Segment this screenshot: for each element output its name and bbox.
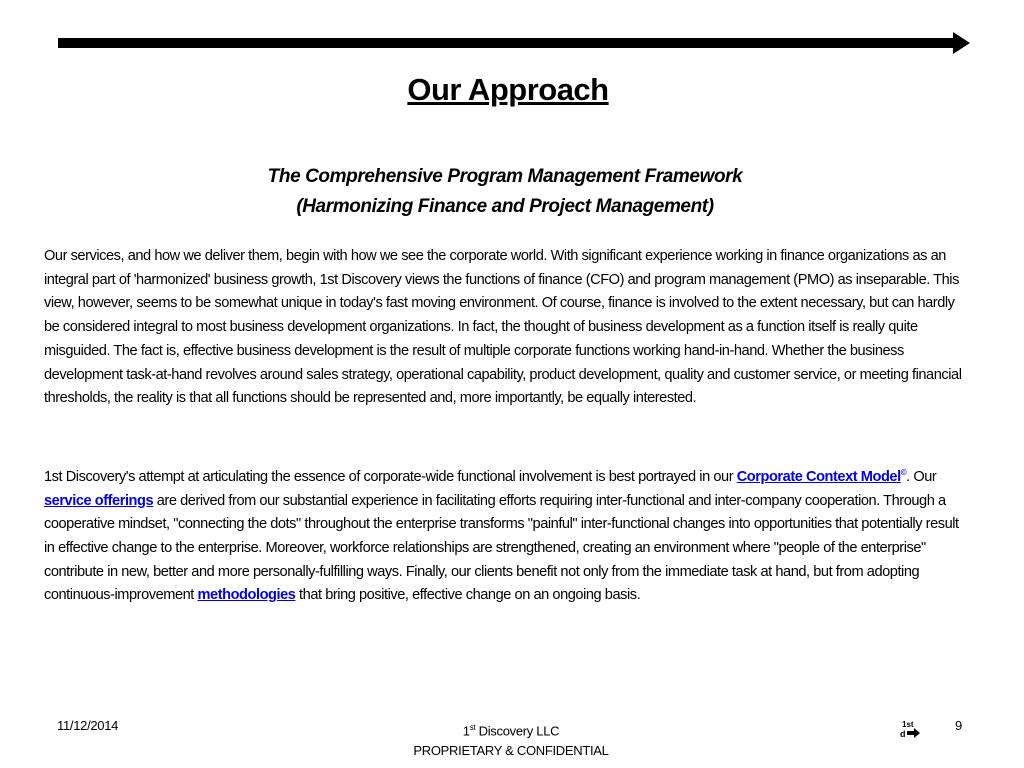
arrow-logo-icon — [899, 718, 921, 740]
corporate-context-model-link[interactable]: Corporate Context Model — [736, 468, 901, 485]
para2-text-a: 1st Discovery's attempt at articulating the essence of corporate-wide functional involvement is best portrayed in our — [44, 468, 737, 485]
body-paragraph-1: Our services, and how we deliver them, begin with how we see the corporate world. With significant experience working in finance organizations as an integral part of 'harmonized' business growth, 1st Discovery views the functions of finance (CFO) and program management (PMO) as inseparable. This view, however, seems to be somewhat unique in today's fast moving environment. Of course, finance is involved to the extent necessary, but can hardly be considered integral to most business development organizations. In fact, the thought of business development as a function itself is really quite misguided. The fact is, effective business development is the result of multiple corporate functions working hand-in-hand. Whether the business development task-at-hand revolves around sales strategy, operational capability, product development, quality and customer service, or meeting financial thresholds, the reality is that all functions should be represented and, more importantly, be equally interested. — [44, 248, 962, 407]
footer-confidential: PROPRIETARY & CONFIDENTIAL — [413, 743, 609, 759]
footer-center — [0, 718, 1022, 761]
company-num: 1 — [462, 723, 470, 739]
top-arrow-icon — [58, 30, 970, 56]
body-paragraph-2 — [44, 461, 964, 608]
company-sup: st — [469, 723, 476, 732]
slide-title: Our Approach — [407, 72, 609, 107]
footer-company — [0, 718, 1022, 741]
para2-text-d: that bring positive, effective change on an ongoing basis. — [295, 587, 641, 604]
para2-text-b: . Our — [906, 468, 937, 485]
page-number: 9 — [955, 718, 963, 733]
slide-subtitle — [0, 162, 1010, 222]
methodologies-link[interactable]: methodologies — [197, 587, 296, 604]
footer-date: 11/12/2014 — [57, 718, 119, 733]
svg-text:1st: 1st — [902, 720, 914, 729]
copyright-mark: © — [900, 468, 907, 477]
subtitle-line-1: The Comprehensive Program Management Framework — [267, 166, 743, 187]
para2-text-c: are derived from our substantial experience in facilitating efforts requiring inter-functional and inter-company cooperation. Through a cooperative mindset, "connecting the dots" throughout the enterprise transforms "painful" inter-functional changes into opportunities that potentially result in effective change to the enterprise. Moreover, workforce relationships are strengthened, creating an environment where "people of the enterprise" contribute in new, better and more personally-fulfilling ways. Finally, our clients benefit not only from the immediate task at hand, but from adopting continuous-improvement — [44, 492, 959, 604]
subtitle-line-2: (Harmonizing Finance and Project Management) — [296, 196, 714, 217]
svg-text:d: d — [900, 729, 906, 739]
service-offerings-link[interactable]: service offerings — [44, 492, 154, 509]
company-rest: Discovery LLC — [475, 723, 560, 739]
